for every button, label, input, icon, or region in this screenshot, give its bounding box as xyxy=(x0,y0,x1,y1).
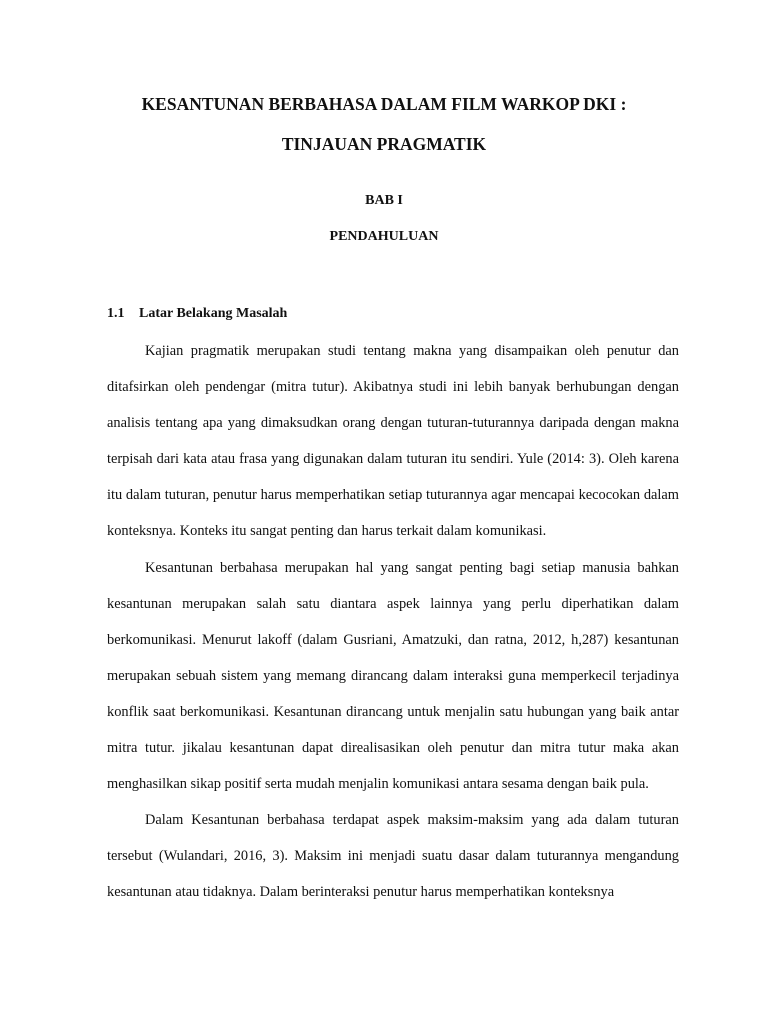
body-text xyxy=(107,333,679,911)
section-number: 1.1 xyxy=(107,306,125,321)
document-title-line-2: TINJAUAN PRAGMATIK xyxy=(281,134,487,154)
section-heading xyxy=(107,306,287,322)
chapter-number: BAB I xyxy=(365,193,403,208)
chapter-title: PENDAHULUAN xyxy=(329,229,439,244)
document-title-line-1: KESANTUNAN BERBAHASA DALAM FILM WARKOP DKI : xyxy=(141,94,627,114)
paragraph-3: Dalam Kesantunan berbahasa terdapat aspek maksim-maksim yang ada dalam tuturan tersebut (Wulandari, 2016, 3). Maksim ini menjadi suatu dasar dalam tuturannya mengandung kesantunan atau tidaknya. Dalam berinteraksi penutur harus memperhatikan konteksnya xyxy=(107,812,679,901)
paragraph-1: Kajian pragmatik merupakan studi tentang makna yang disampaikan oleh penutur dan ditafsirkan oleh pendengar (mitra tutur). Akibatnya studi ini lebih banyak berhubungan dengan analisis tentang apa yang dimaksudkan orang dengan tuturan-tuturannya daripada dengan makna terpisah dari kata atau frasa yang digunakan dalam tuturan itu sendiri. Yule (2014: 3). Oleh karena itu dalam tuturan, penutur harus memperhatikan setiap tuturannya agar mencapai kecocokan dalam konteksnya. Konteks itu sangat penting dan harus terkait dalam komunikasi. xyxy=(107,343,679,540)
section-title: Latar Belakang Masalah xyxy=(139,306,288,321)
paragraph-2: Kesantunan berbahasa merupakan hal yang sangat penting bagi setiap manusia bahkan kesantunan merupakan salah satu diantara aspek lainnya yang perlu diperhatikan dalam berkomunikasi. Menurut lakoff (dalam Gusriani, Amatzuki, dan ratna, 2012, h,287) kesantunan merupakan sebuah sistem yang memang dirancang dalam interaksi guna memperkecil terjadinya konflik saat berkomunikasi. Kesantunan dirancang untuk menjalin satu hubungan yang baik antar mitra tutur. jikalau kesantunan dapat direalisasikan oleh penutur dan mitra tutur maka akan menghasilkan sikap positif serta mudah menjalin komunikasi antara sesama dengan baik pula. xyxy=(107,559,679,793)
